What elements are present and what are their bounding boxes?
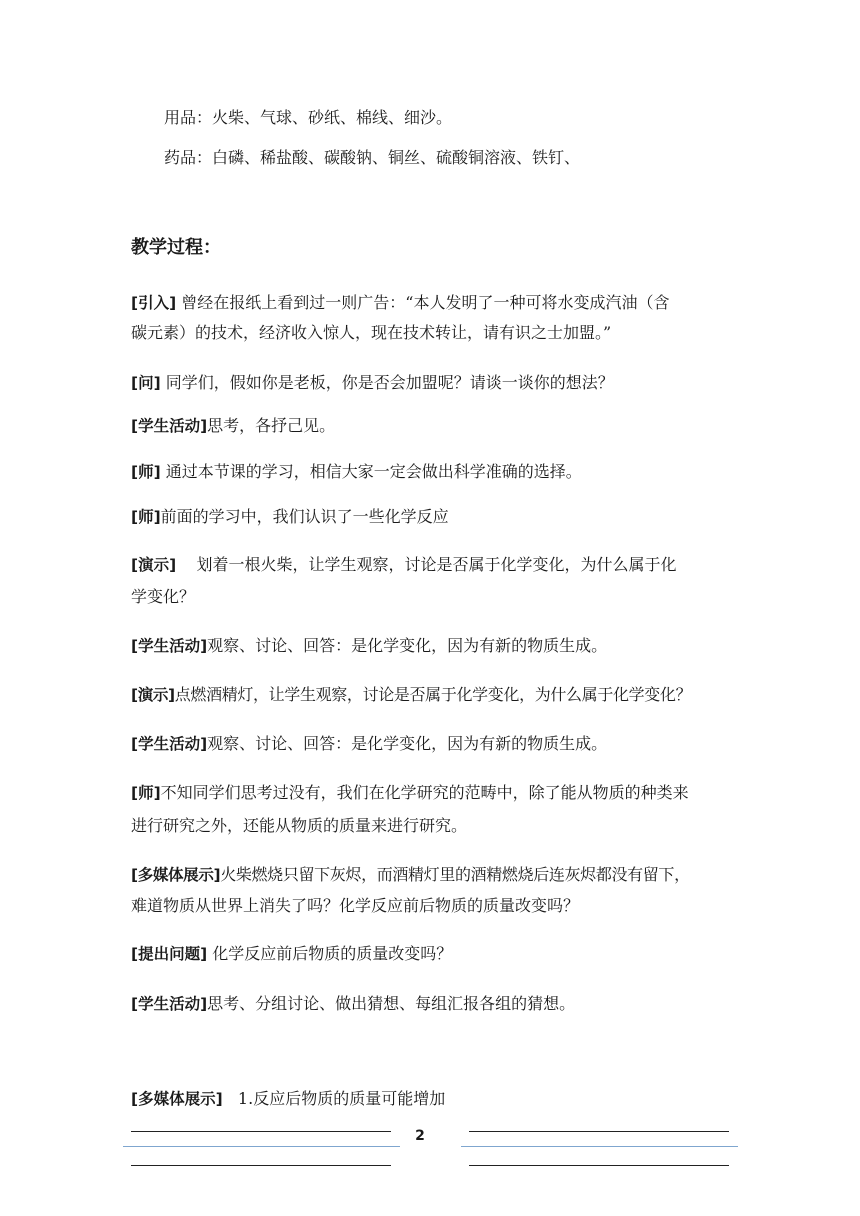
page-number: 2 [415, 1128, 425, 1144]
paragraph-text: 前面的学习中，我们认识了一些化学反应 [160, 507, 449, 526]
paragraph-text: 观察、讨论、回答：是化学变化，因为有新的物质生成。 [207, 734, 608, 753]
paragraph-multimedia [131, 864, 690, 886]
paragraph-multimedia [131, 1088, 445, 1110]
paragraph-multimedia-cont: 难道物质从世界上消失了吗？化学反应前后物质的质量改变吗？ [131, 896, 580, 915]
supplies-line: 用品：火柴、气球、砂纸、棉线、细沙。 [164, 108, 453, 127]
paragraph-intro [131, 292, 669, 314]
tag-label: [多媒体展示] [131, 866, 221, 884]
paragraph-question-raised [131, 943, 452, 965]
tag-label: [多媒体展示] [131, 1090, 223, 1108]
footer-rule-left-top [131, 1131, 391, 1132]
tag-label: [师] [131, 463, 161, 481]
reagents-line: 药品：白磷、稀盐酸、碳酸钠、铜丝、硫酸铜溶液、铁钉、 [164, 148, 581, 167]
paragraph-teacher [131, 506, 449, 528]
tag-label: [演示] [131, 686, 175, 704]
tag-label: [提出问题] [131, 945, 208, 963]
paragraph-text: 不知同学们思考过没有，我们在化学研究的范畴中，除了能从物质的种类来 [160, 783, 689, 802]
paragraph-text: 曾经在报纸上看到过一则广告：“本人发明了一种可将水变成汽油（含 [176, 293, 670, 312]
footer-rule-left-bottom [131, 1165, 391, 1166]
tag-label: [学生活动] [131, 637, 208, 655]
paragraph-text: 通过本节课的学习，相信大家一定会做出科学准确的选择。 [160, 462, 582, 481]
paragraph-text: 思考，各抒己见。 [207, 416, 336, 435]
paragraph-text: 1.反应后物质的质量可能增加 [222, 1089, 446, 1108]
footer-blue-rule-right [461, 1146, 738, 1147]
paragraph-text: 火柴燃烧只留下灰烬，而酒精灯里的酒精燃烧后连灰烬都没有留下， [220, 865, 690, 884]
footer-rule-right-top [469, 1131, 729, 1132]
paragraph-question [131, 372, 614, 394]
tag-label: [演示] [131, 556, 177, 574]
tag-label: [师] [131, 784, 161, 802]
paragraph-text: 同学们，假如你是老板，你是否会加盟呢？请谈一谈你的想法？ [160, 373, 614, 392]
paragraph-text: 观察、讨论、回答：是化学变化，因为有新的物质生成。 [207, 636, 608, 655]
paragraph-teacher [131, 461, 582, 483]
paragraph-demo [131, 554, 677, 576]
paragraph-text: 化学反应前后物质的质量改变吗？ [207, 944, 453, 963]
paragraph-student-activity [131, 993, 575, 1015]
paragraph-student-activity [131, 635, 607, 657]
tag-label: [学生活动] [131, 995, 208, 1013]
footer-rule-right-bottom [469, 1165, 729, 1166]
paragraph-teacher-cont: 进行研究之外，还能从物质的质量来进行研究。 [131, 816, 468, 835]
paragraph-demo-cont: 学变化？ [131, 587, 196, 606]
tag-label: [师] [131, 508, 161, 526]
paragraph-teacher [131, 782, 689, 804]
paragraph-student-activity [131, 733, 607, 755]
tag-label: [学生活动] [131, 735, 208, 753]
tag-label: [学生活动] [131, 417, 208, 435]
tag-label: [问] [131, 374, 161, 392]
footer-blue-rule-left [123, 1146, 400, 1147]
paragraph-text: 点燃酒精灯，让学生观察，讨论是否属于化学变化，为什么属于化学变化？ [174, 685, 692, 704]
paragraph-text: 划着一根火柴，让学生观察，讨论是否属于化学变化，为什么属于化 [176, 555, 677, 574]
paragraph-student-activity [131, 415, 335, 437]
paragraph-text: 思考、分组讨论、做出猜想、每组汇报各组的猜想。 [207, 994, 576, 1013]
section-heading: 教学过程： [131, 237, 221, 258]
tag-label: [引入] [131, 294, 177, 312]
paragraph-intro-cont: 碳元素）的技术，经济收入惊人，现在技术转让，请有识之士加盟。” [131, 323, 612, 342]
paragraph-demo [131, 684, 691, 706]
